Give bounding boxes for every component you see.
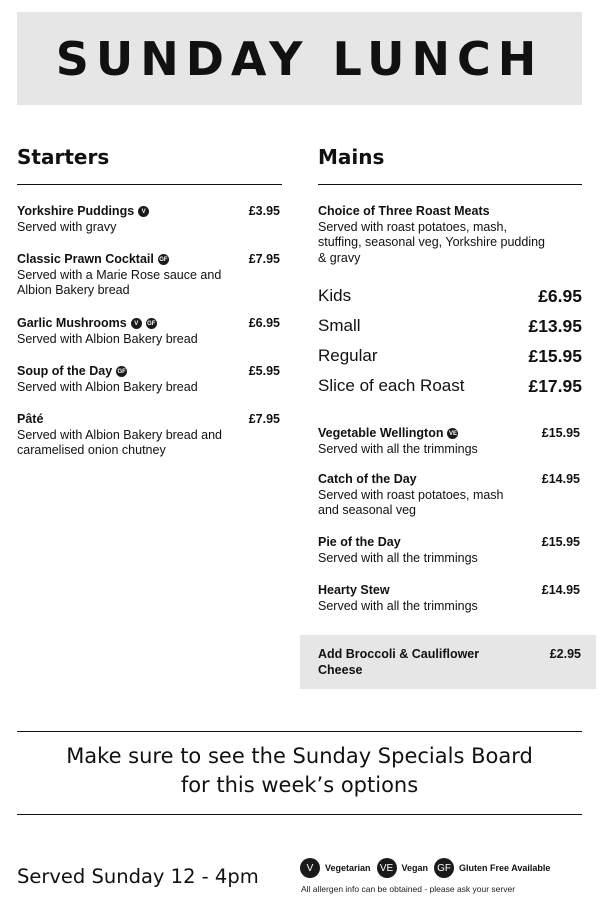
gluten-free-icon: GF bbox=[158, 254, 169, 265]
size-label: Regular bbox=[318, 346, 378, 365]
roast-size-row bbox=[318, 284, 582, 308]
size-label: Slice of each Roast bbox=[318, 376, 465, 395]
mains-section bbox=[318, 143, 582, 613]
item-description: Served with Albion Bakery bread bbox=[17, 379, 198, 394]
specials-line-2: for this week’s options bbox=[180, 773, 419, 797]
menu-item bbox=[17, 412, 282, 459]
item-name: Classic Prawn Cocktail bbox=[17, 252, 154, 266]
roast-size-row bbox=[318, 374, 582, 398]
size-price: £17.95 bbox=[528, 375, 582, 396]
item-name: Pâté bbox=[17, 412, 44, 426]
vegan-icon: VE bbox=[377, 858, 397, 878]
menu-item bbox=[318, 426, 582, 457]
specials-bottom-divider bbox=[17, 814, 582, 815]
item-name: Hearty Stew bbox=[318, 583, 390, 597]
item-description: Served with roast potatoes, mash and seasonal veg bbox=[318, 487, 504, 517]
item-name: Pie of the Day bbox=[318, 535, 401, 549]
size-price: £6.95 bbox=[538, 285, 582, 306]
mains-divider bbox=[318, 184, 582, 185]
item-name: Catch of the Day bbox=[318, 472, 417, 486]
item-description: Served with all the trimmings bbox=[318, 441, 478, 456]
specials-top-divider bbox=[17, 731, 582, 732]
add-on-price: £2.95 bbox=[549, 647, 581, 661]
menu-item bbox=[318, 535, 582, 566]
item-name: Choice of Three Roast Meats bbox=[318, 204, 490, 218]
vegetarian-icon: V bbox=[131, 318, 142, 329]
specials-message bbox=[17, 742, 582, 800]
menu-item bbox=[318, 583, 582, 614]
item-description: Served with gravy bbox=[17, 219, 117, 234]
gluten-free-icon: GF bbox=[146, 318, 157, 329]
title-banner bbox=[17, 12, 582, 105]
roast-size-row bbox=[318, 344, 582, 368]
item-name: Yorkshire Puddings bbox=[17, 204, 135, 218]
legend-label: Vegan bbox=[401, 863, 429, 873]
vegetarian-icon: V bbox=[300, 858, 320, 878]
item-price: £7.95 bbox=[248, 412, 280, 426]
starters-section bbox=[17, 143, 282, 457]
item-price: £15.95 bbox=[541, 535, 580, 549]
item-price: £3.95 bbox=[248, 204, 280, 218]
starters-heading: Starters bbox=[17, 145, 110, 169]
item-name: Soup of the Day bbox=[17, 364, 113, 378]
roast-item bbox=[318, 204, 582, 266]
item-name: Garlic Mushrooms bbox=[17, 316, 127, 330]
menu-item bbox=[17, 316, 282, 347]
size-price: £13.95 bbox=[528, 315, 582, 336]
item-description: Served with all the trimmings bbox=[318, 550, 478, 565]
menu-item bbox=[17, 204, 282, 235]
item-name: Vegetable Wellington bbox=[318, 426, 444, 440]
gluten-free-icon: GF bbox=[116, 366, 127, 377]
item-price: £5.95 bbox=[248, 364, 280, 378]
item-price: £14.95 bbox=[541, 583, 580, 597]
item-description: Served with roast potatoes, mash, stuffing, seasonal veg, Yorkshire pudding & gravy bbox=[318, 219, 546, 265]
vegan-icon: VE bbox=[447, 428, 458, 439]
legend-label: Gluten Free Available bbox=[459, 863, 551, 873]
page-title: SUNDAY LUNCH bbox=[55, 31, 544, 86]
specials-line-1: Make sure to see the Sunday Specials Board bbox=[66, 744, 533, 768]
size-label: Kids bbox=[318, 286, 352, 305]
size-price: £15.95 bbox=[528, 345, 582, 366]
legend-label: Vegetarian bbox=[325, 863, 371, 873]
item-description: Served with all the trimmings bbox=[318, 598, 478, 613]
starters-divider bbox=[17, 184, 282, 185]
gluten-free-icon: GF bbox=[434, 858, 454, 878]
add-on-name: Add Broccoli & Cauliflower Cheese bbox=[318, 647, 480, 677]
vegetarian-icon: V bbox=[138, 206, 149, 217]
item-price: £7.95 bbox=[248, 252, 280, 266]
menu-item bbox=[17, 252, 282, 299]
size-label: Small bbox=[318, 316, 361, 335]
roast-size-row bbox=[318, 314, 582, 338]
dietary-legend bbox=[300, 858, 590, 878]
serving-times: Served Sunday 12 - 4pm bbox=[17, 865, 259, 888]
mains-heading: Mains bbox=[318, 145, 385, 169]
allergen-note: All allergen info can be obtained - please ask your server bbox=[301, 884, 516, 894]
item-price: £14.95 bbox=[541, 472, 580, 486]
item-description: Served with Albion Bakery bread bbox=[17, 331, 198, 346]
menu-item bbox=[17, 364, 282, 395]
item-price: £15.95 bbox=[541, 426, 580, 440]
item-price: £6.95 bbox=[248, 316, 280, 330]
item-description: Served with Albion Bakery bread and caramelised onion chutney bbox=[17, 427, 222, 457]
menu-item bbox=[318, 472, 582, 519]
add-on-box bbox=[300, 635, 596, 689]
item-description: Served with a Marie Rose sauce and Albion Bakery bread bbox=[17, 267, 222, 297]
